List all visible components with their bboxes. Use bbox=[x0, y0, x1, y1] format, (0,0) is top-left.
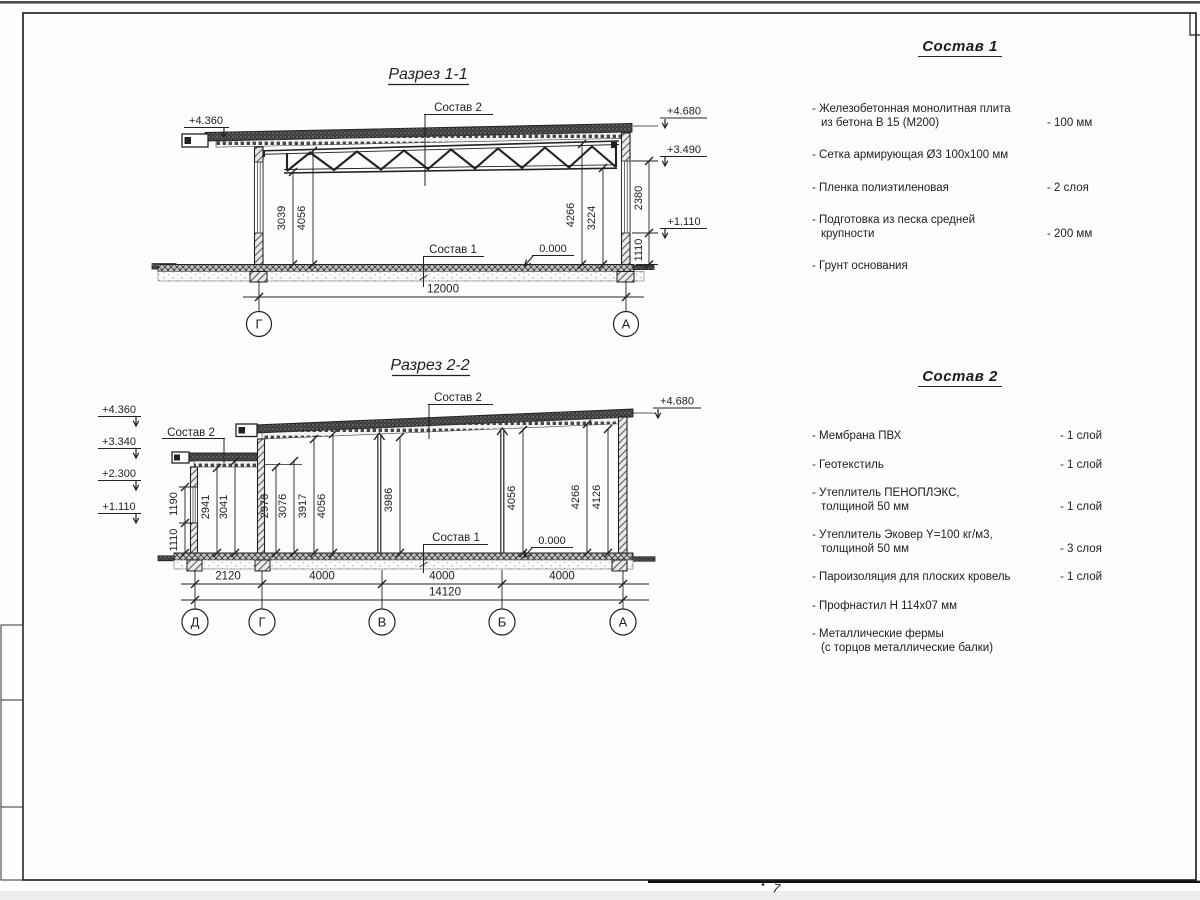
s1-zero-mark bbox=[525, 243, 575, 266]
svg-text:Состав 2: Состав 2 bbox=[167, 427, 215, 439]
svg-text:+4.680: +4.680 bbox=[660, 395, 694, 408]
s2-axis-d: Д bbox=[190, 614, 200, 630]
svg-text:4000: 4000 bbox=[429, 570, 455, 583]
svg-text:4056: 4056 bbox=[316, 493, 328, 519]
svg-text:4126: 4126 bbox=[591, 484, 603, 510]
ink-dot bbox=[762, 883, 765, 886]
section-2-2 bbox=[98, 357, 701, 635]
s2-axis-g: Г bbox=[258, 614, 266, 630]
svg-text:0.000: 0.000 bbox=[539, 243, 567, 255]
page-mark: 7 bbox=[771, 880, 782, 897]
svg-text:4000: 4000 bbox=[549, 570, 575, 583]
s2-axis-b: Б bbox=[497, 614, 507, 630]
svg-text:Состав 1: Состав 1 bbox=[432, 532, 480, 544]
s2-annex-roof bbox=[172, 452, 258, 467]
svg-text:+3.490: +3.490 bbox=[667, 144, 701, 156]
material-list-2-title: Состав 2 bbox=[918, 368, 1002, 387]
material-item: - Железобетонная монолитная плита из бетона В 15 (М200) - 100 мм bbox=[812, 103, 1093, 129]
s2-wall-a bbox=[619, 417, 628, 553]
s2-wall-d bbox=[191, 467, 198, 553]
s2-dims-bottom bbox=[181, 570, 649, 609]
material-item: - Сетка армирующая Ø3 100х100 мм bbox=[812, 149, 1009, 161]
svg-text:Г: Г bbox=[255, 316, 263, 332]
svg-text:+4.360: +4.360 bbox=[102, 404, 136, 416]
svg-text:2976: 2976 bbox=[259, 493, 271, 519]
s2-axis-a: А bbox=[618, 614, 628, 630]
s2-footing-d bbox=[187, 560, 202, 571]
s1-footing-right bbox=[617, 272, 634, 283]
svg-text:Состав 2: Состав 2 bbox=[434, 392, 482, 404]
material-item: - Утеплитель ПЕНОПЛЭКС, толщиной 50 мм - 1 слой bbox=[812, 487, 1103, 513]
s2-footing-g bbox=[255, 560, 270, 571]
svg-text:3076: 3076 bbox=[277, 493, 289, 519]
material-list-2-header bbox=[812, 368, 1108, 387]
svg-text:Состав 1: Состав 1 bbox=[429, 244, 477, 256]
svg-text:4056: 4056 bbox=[506, 485, 518, 511]
frame-corner-box bbox=[1190, 13, 1200, 35]
s2-elevations-left bbox=[98, 404, 141, 523]
section1-title: Разрез 1-1 bbox=[388, 66, 468, 83]
svg-text:+1.110: +1.110 bbox=[102, 501, 136, 513]
svg-text:4056: 4056 bbox=[296, 205, 308, 231]
svg-text:+3.340: +3.340 bbox=[102, 436, 136, 448]
s1-elevation-right-low bbox=[660, 216, 707, 238]
svg-text:2120: 2120 bbox=[215, 570, 241, 583]
svg-text:0.000: 0.000 bbox=[538, 535, 566, 547]
material-list-1-title: Состав 1 bbox=[918, 38, 1002, 57]
svg-text:3039: 3039 bbox=[276, 205, 288, 231]
svg-text:14120: 14120 bbox=[429, 586, 461, 599]
svg-text:1110: 1110 bbox=[633, 238, 645, 262]
section2-title: Разрез 2-2 bbox=[390, 357, 470, 374]
svg-text:2941: 2941 bbox=[200, 494, 212, 520]
svg-text:4266: 4266 bbox=[565, 202, 577, 228]
svg-text:А: А bbox=[621, 316, 631, 332]
s1-footing-left bbox=[250, 272, 267, 283]
material-item: - Мембрана ПВХ - 1 слой bbox=[812, 430, 1103, 442]
svg-text:3041: 3041 bbox=[218, 494, 230, 520]
s1-truss bbox=[256, 141, 619, 173]
s1-roof bbox=[182, 124, 632, 148]
s1-dims-bottom bbox=[243, 281, 644, 312]
material-list-1-header bbox=[812, 38, 1108, 57]
svg-text:2380: 2380 bbox=[633, 185, 645, 211]
s1-wall-left bbox=[255, 147, 264, 265]
svg-text:Состав 2: Состав 2 bbox=[434, 102, 482, 114]
material-item: - Подготовка из песка средней крупности - 200 мм bbox=[812, 214, 1093, 240]
s2-main-roof bbox=[236, 409, 633, 439]
material-item: - Грунт основания bbox=[812, 260, 908, 272]
svg-text:12000: 12000 bbox=[427, 283, 459, 296]
s1-floor bbox=[152, 264, 654, 282]
material-item: - Металлические фермы (с торцов металлические балки) bbox=[812, 628, 994, 654]
s1-elevation-right-top bbox=[633, 106, 707, 129]
material-item: - Профнастил Н 114х07 мм bbox=[812, 599, 958, 612]
s2-axis-v: В bbox=[377, 614, 387, 630]
svg-text:4000: 4000 bbox=[309, 570, 335, 583]
s2-elevation-right bbox=[633, 396, 701, 419]
svg-text:+1.110: +1.110 bbox=[667, 216, 701, 228]
s2-axes bbox=[182, 609, 636, 635]
svg-text:+4.360: +4.360 bbox=[189, 115, 223, 127]
svg-text:3224: 3224 bbox=[586, 205, 598, 231]
section-1-1 bbox=[152, 66, 707, 337]
s1-axis-left bbox=[247, 312, 272, 337]
svg-text:3986: 3986 bbox=[383, 487, 395, 513]
s2-footing-a bbox=[612, 560, 627, 571]
registration-cells bbox=[1, 625, 23, 880]
material-list-2 bbox=[812, 368, 1108, 670]
svg-text:+2.300: +2.300 bbox=[102, 468, 136, 480]
s1-elevation-right-mid bbox=[660, 144, 707, 166]
material-item: - Геотекстиль - 1 слой bbox=[812, 458, 1103, 471]
material-item: - Утеплитель Эковер Y=100 кг/м3, толщиной 50 мм - 3 слоя bbox=[812, 529, 1102, 555]
svg-text:+4.680: +4.680 bbox=[667, 105, 701, 118]
scan-edge-bottom bbox=[0, 891, 1200, 900]
s1-dims-right bbox=[631, 157, 658, 269]
svg-text:1190: 1190 bbox=[168, 492, 180, 516]
material-list-1 bbox=[812, 38, 1108, 293]
svg-text:1110: 1110 bbox=[168, 528, 180, 552]
scan-edge-top bbox=[0, 1, 1200, 4]
s1-axis-right bbox=[614, 312, 639, 337]
material-item: - Пленка полиэтиленовая - 2 слоя bbox=[812, 181, 1089, 194]
svg-text:4266: 4266 bbox=[570, 484, 582, 510]
material-item: - Пароизоляция для плоских кровель - 1 слой bbox=[812, 571, 1103, 583]
svg-text:3917: 3917 bbox=[297, 493, 309, 519]
s1-wall-right bbox=[622, 133, 631, 265]
